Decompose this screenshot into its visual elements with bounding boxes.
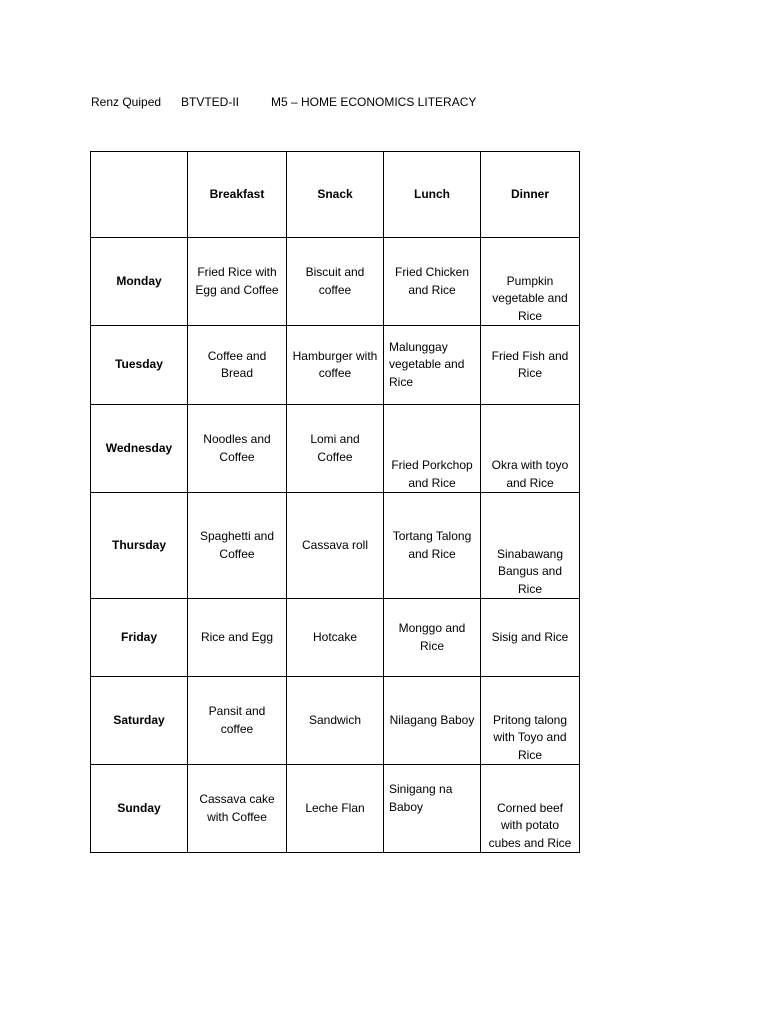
dinner-cell: Corned beef with potato cubes and Rice [481,765,580,853]
lunch-cell: Fried Porkchop and Rice [384,405,481,493]
table-row [91,326,580,405]
day-cell: Monday [91,238,188,326]
lunch-cell: Malunggay vegetable and Rice [384,326,481,405]
day-cell: Tuesday [91,326,188,405]
course-code: BTVTED-II [181,95,240,109]
day-cell: Thursday [91,493,188,599]
student-name: Renz Quiped [91,95,162,109]
dinner-cell: Okra with toyo and Rice [481,405,580,493]
day-cell: Saturday [91,677,188,765]
lunch-cell: Fried Chicken and Rice [384,238,481,326]
column-header-snack: Snack [287,152,384,238]
column-header-dinner: Dinner [481,152,580,238]
breakfast-cell: Cassava cake with Coffee [188,765,287,853]
snack-cell: Leche Flan [287,765,384,853]
snack-cell: Cassava roll [287,493,384,599]
snack-cell: Hamburger with coffee [287,326,384,405]
table-row [91,599,580,677]
breakfast-cell: Fried Rice with Egg and Coffee [188,238,287,326]
day-cell: Friday [91,599,188,677]
table-row [91,765,580,853]
breakfast-cell: Spaghetti and Coffee [188,493,287,599]
column-header-lunch: Lunch [384,152,481,238]
breakfast-cell: Noodles and Coffee [188,405,287,493]
table-row [91,493,580,599]
lunch-cell: Monggo and Rice [384,599,481,677]
dinner-cell: Fried Fish and Rice [481,326,580,405]
table-row [91,677,580,765]
column-header-empty [91,152,188,238]
dinner-cell: Sisig and Rice [481,599,580,677]
breakfast-cell: Pansit and coffee [188,677,287,765]
table-row [91,405,580,493]
module-title: M5 – HOME ECONOMICS LITERACY [271,95,477,109]
table-header-row [91,152,580,238]
snack-cell: Biscuit and coffee [287,238,384,326]
column-header-breakfast: Breakfast [188,152,287,238]
lunch-cell: Sinigang na Baboy [384,765,481,853]
snack-cell: Sandwich [287,677,384,765]
snack-cell: Hotcake [287,599,384,677]
day-cell: Wednesday [91,405,188,493]
table-row [91,238,580,326]
lunch-cell: Tortang Talong and Rice [384,493,481,599]
breakfast-cell: Coffee and Bread [188,326,287,405]
day-cell: Sunday [91,765,188,853]
lunch-cell: Nilagang Baboy [384,677,481,765]
dinner-cell: Pritong talong with Toyo and Rice [481,677,580,765]
snack-cell: Lomi and Coffee [287,405,384,493]
meal-plan-table [90,151,580,853]
dinner-cell: Sinabawang Bangus and Rice [481,493,580,599]
dinner-cell: Pumpkin vegetable and Rice [481,238,580,326]
breakfast-cell: Rice and Egg [188,599,287,677]
